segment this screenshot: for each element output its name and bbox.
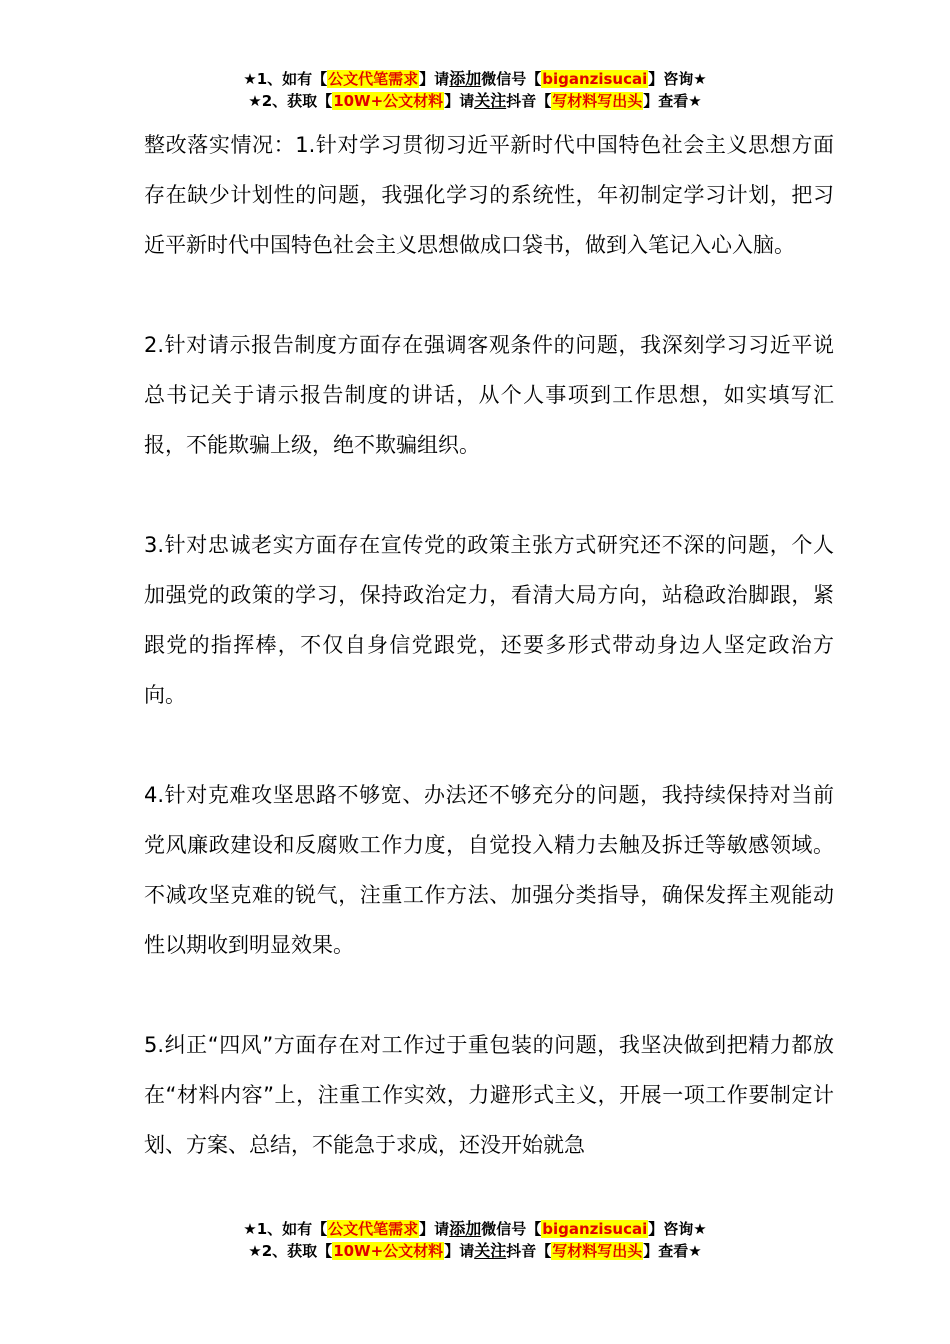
banner-text: 】咨询★ <box>648 1220 707 1238</box>
highlight-materials: 10W+公文材料 <box>333 92 444 110</box>
banner-text: 微信号【 <box>481 1220 542 1238</box>
banner-emphasis: 关注 <box>474 1241 507 1260</box>
banner-text: 】请 <box>444 92 475 110</box>
banner-text: 微信号【 <box>481 70 542 88</box>
highlight-service: 公文代笔需求 <box>328 70 419 88</box>
banner-text: ★2、获取【 <box>248 92 333 110</box>
paragraph-3: 3.针对忠诚老实方面存在宣传党的政策主张方式研究还不深的问题，个人加强党的政策的学习，保持政治定力，看清大局方向，站稳政治脚跟，紧跟党的指挥棒，不仅自身信党跟党，还要多形式带动身边人坚定政治方向。 <box>144 533 834 707</box>
banner-line-2 <box>0 1240 950 1262</box>
banner-text: ★1、如有【 <box>243 1220 328 1238</box>
banner-emphasis: 添加 <box>449 1219 482 1238</box>
paragraph-1: 整改落实情况：1.针对学习贯彻习近平新时代中国特色社会主义思想方面存在缺少计划性的问题，我强化学习的系统性，年初制定学习计划，把习近平新时代中国特色社会主义思想做成口袋书，做到入笔记入心入脑。 <box>144 133 834 257</box>
banner-emphasis: 关注 <box>474 91 507 110</box>
paragraph-5: 5.纠正“四风”方面存在对工作过于重包装的问题，我坚决做到把精力都放在“材料内容”上，注重工作实效，力避形式主义，开展一项工作要制定计划、方案、总结，不能急于求成，还没开始就急 <box>144 1033 834 1157</box>
banner-text: 】请 <box>444 1242 475 1260</box>
banner-text: 】查看★ <box>643 92 702 110</box>
paragraph-4: 4.针对克难攻坚思路不够宽、办法还不够充分的问题，我持续保持对当前党风廉政建设和反腐败工作力度，自觉投入精力去触及拆迁等敏感领域。不减攻坚克难的锐气，注重工作方法、加强分类指导，确保发挥主观能动性以期收到明显效果。 <box>144 783 834 957</box>
banner-text: 抖音【 <box>506 92 552 110</box>
banner-text: 】请 <box>419 70 450 88</box>
document-body <box>144 120 834 1220</box>
banner-text: ★1、如有【 <box>243 70 328 88</box>
banner-line-1 <box>0 68 950 90</box>
paragraph-2: 2.针对请示报告制度方面存在强调客观条件的问题，我深刻学习习近平说总书记关于请示报告制度的讲话，从个人事项到工作思想，如实填写汇报，不能欺骗上级，绝不欺骗组织。 <box>144 333 834 457</box>
banner-text: 】咨询★ <box>648 70 707 88</box>
highlight-materials: 10W+公文材料 <box>333 1242 444 1260</box>
banner-text: ★2、获取【 <box>248 1242 333 1260</box>
highlight-service: 公文代笔需求 <box>328 1220 419 1238</box>
banner-text: 】请 <box>419 1220 450 1238</box>
highlight-douyin-id: 写材料写出头 <box>552 1242 643 1260</box>
banner-text: 抖音【 <box>506 1242 552 1260</box>
banner-emphasis: 添加 <box>449 69 482 88</box>
highlight-douyin-id: 写材料写出头 <box>552 92 643 110</box>
highlight-wechat-id: biganzisucai <box>542 1220 648 1238</box>
header-banner <box>0 68 950 112</box>
banner-line-1 <box>0 1218 950 1240</box>
banner-line-2 <box>0 90 950 112</box>
footer-banner <box>0 1218 950 1262</box>
banner-text: 】查看★ <box>643 1242 702 1260</box>
highlight-wechat-id: biganzisucai <box>542 70 648 88</box>
